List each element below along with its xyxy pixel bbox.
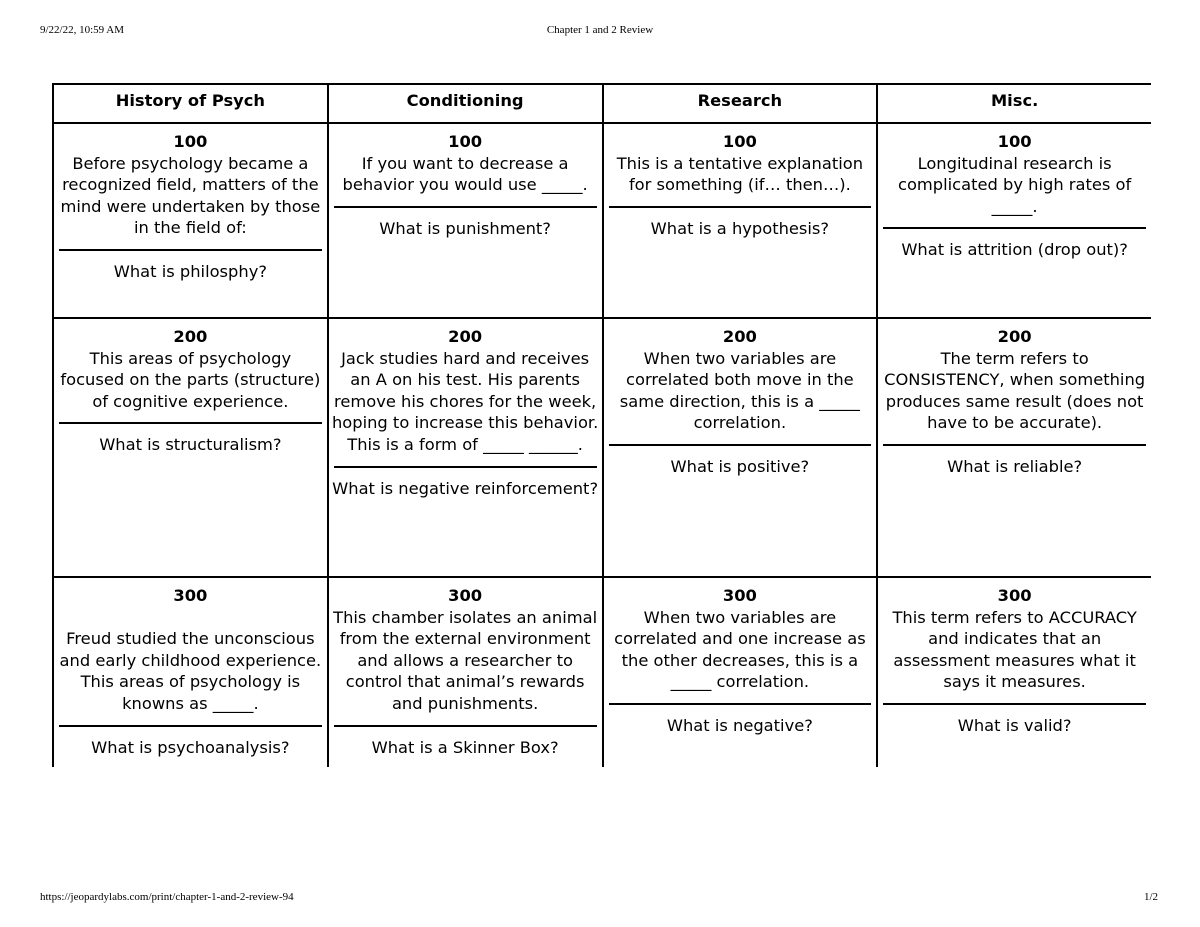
clue-cell — [877, 318, 1151, 577]
print-title: Chapter 1 and 2 Review — [546, 24, 654, 36]
clue-question: The term refers to CONSISTENCY, when something produces same result (does not have to be accurate). — [884, 348, 1146, 433]
clue-answer: What is a hypothesis? — [650, 218, 830, 238]
clue-cell — [328, 318, 603, 577]
divider — [609, 703, 872, 705]
clue-answer: What is philosphy? — [113, 261, 267, 281]
clue-cell — [877, 577, 1151, 767]
clue-question: This areas of psychology focused on the parts (structure) of cognitive experience. — [60, 348, 321, 411]
clue-question: Jack studies hard and receives an A on his test. His parents remove his chores for the week, hoping to increase this behavior. This is a form of _____ ______. — [331, 348, 599, 454]
clue-cell — [53, 318, 328, 577]
clue-question: Freud studied the unconscious and early childhood experience. This areas of psychology is knowns as _____. — [59, 629, 322, 713]
category-header: History of Psych — [53, 84, 328, 123]
page-number: 1/2 — [1143, 891, 1158, 903]
clue-question: When two variables are correlated both move in the same direction, this is a _____ correlation. — [619, 348, 860, 433]
category-header: Research — [603, 84, 878, 123]
category-header: Misc. — [877, 84, 1151, 123]
clue-answer: What is reliable? — [947, 456, 1083, 476]
points-value: 300 — [448, 586, 483, 605]
divider — [59, 422, 322, 424]
divider — [883, 227, 1146, 229]
divider — [609, 444, 872, 446]
clue-answer: What is negative reinforcement? — [332, 478, 599, 498]
divider — [609, 206, 872, 208]
points-value: 200 — [997, 327, 1032, 346]
divider — [334, 206, 597, 208]
clue-question: Before psychology became a recognized field, matters of the mind were undertaken by those in the field of: — [60, 153, 321, 238]
clue-answer: What is psychoanalysis? — [91, 737, 290, 757]
points-value: 200 — [722, 327, 757, 346]
clue-cell — [603, 577, 878, 767]
clue-cell — [603, 318, 878, 577]
points-row-200 — [53, 318, 1151, 577]
points-row-300 — [53, 577, 1151, 767]
points-value: 100 — [173, 132, 208, 151]
blank-line — [57, 607, 324, 629]
jeopardy-board — [52, 83, 1151, 767]
clue-question: This term refers to ACCURACY and indicates that an assessment measures what it says it measures. — [892, 607, 1137, 692]
points-value: 300 — [173, 586, 208, 605]
clue-cell — [603, 123, 878, 318]
clue-cell — [328, 123, 603, 318]
category-row — [53, 84, 1151, 123]
points-value: 300 — [722, 586, 757, 605]
points-row-100 — [53, 123, 1151, 318]
clue-question: If you want to decrease a behavior you would use _____. — [342, 153, 588, 195]
clue-question: Longitudinal research is complicated by high rates of _____. — [898, 153, 1132, 216]
print-url: https://jeopardylabs.com/print/chapter-1-and-2-review-94 — [40, 891, 294, 903]
clue-cell — [877, 123, 1151, 318]
clue-answer: What is structuralism? — [99, 435, 282, 455]
points-value: 300 — [997, 586, 1032, 605]
divider — [59, 725, 322, 727]
clue-answer: What is positive? — [670, 456, 810, 476]
jeopardy-table — [52, 83, 1151, 767]
points-value: 100 — [722, 132, 757, 151]
clue-question: This chamber isolates an animal from the external environment and allows a researcher to control that animal’s rewards and punishments. — [333, 607, 598, 713]
divider — [59, 249, 322, 251]
clue-cell — [53, 577, 328, 767]
clue-answer: What is a Skinner Box? — [371, 737, 559, 757]
clue-cell — [53, 123, 328, 318]
points-value: 100 — [448, 132, 483, 151]
divider — [883, 703, 1146, 705]
divider — [334, 466, 597, 468]
points-value: 200 — [448, 327, 483, 346]
divider — [334, 725, 597, 727]
category-header: Conditioning — [328, 84, 603, 123]
clue-question: This is a tentative explanation for something (if… then…). — [616, 153, 864, 195]
print-datetime: 9/22/22, 10:59 AM — [40, 24, 125, 36]
points-value: 100 — [997, 132, 1032, 151]
clue-answer: What is punishment? — [379, 218, 551, 238]
clue-answer: What is valid? — [957, 715, 1072, 735]
clue-cell — [328, 577, 603, 767]
points-value: 200 — [173, 327, 208, 346]
divider — [883, 444, 1146, 446]
clue-question: When two variables are correlated and one increase as the other decreases, this is a _____ correlation. — [614, 607, 866, 692]
clue-answer: What is negative? — [666, 715, 813, 735]
clue-answer: What is attrition (drop out)? — [901, 240, 1128, 260]
